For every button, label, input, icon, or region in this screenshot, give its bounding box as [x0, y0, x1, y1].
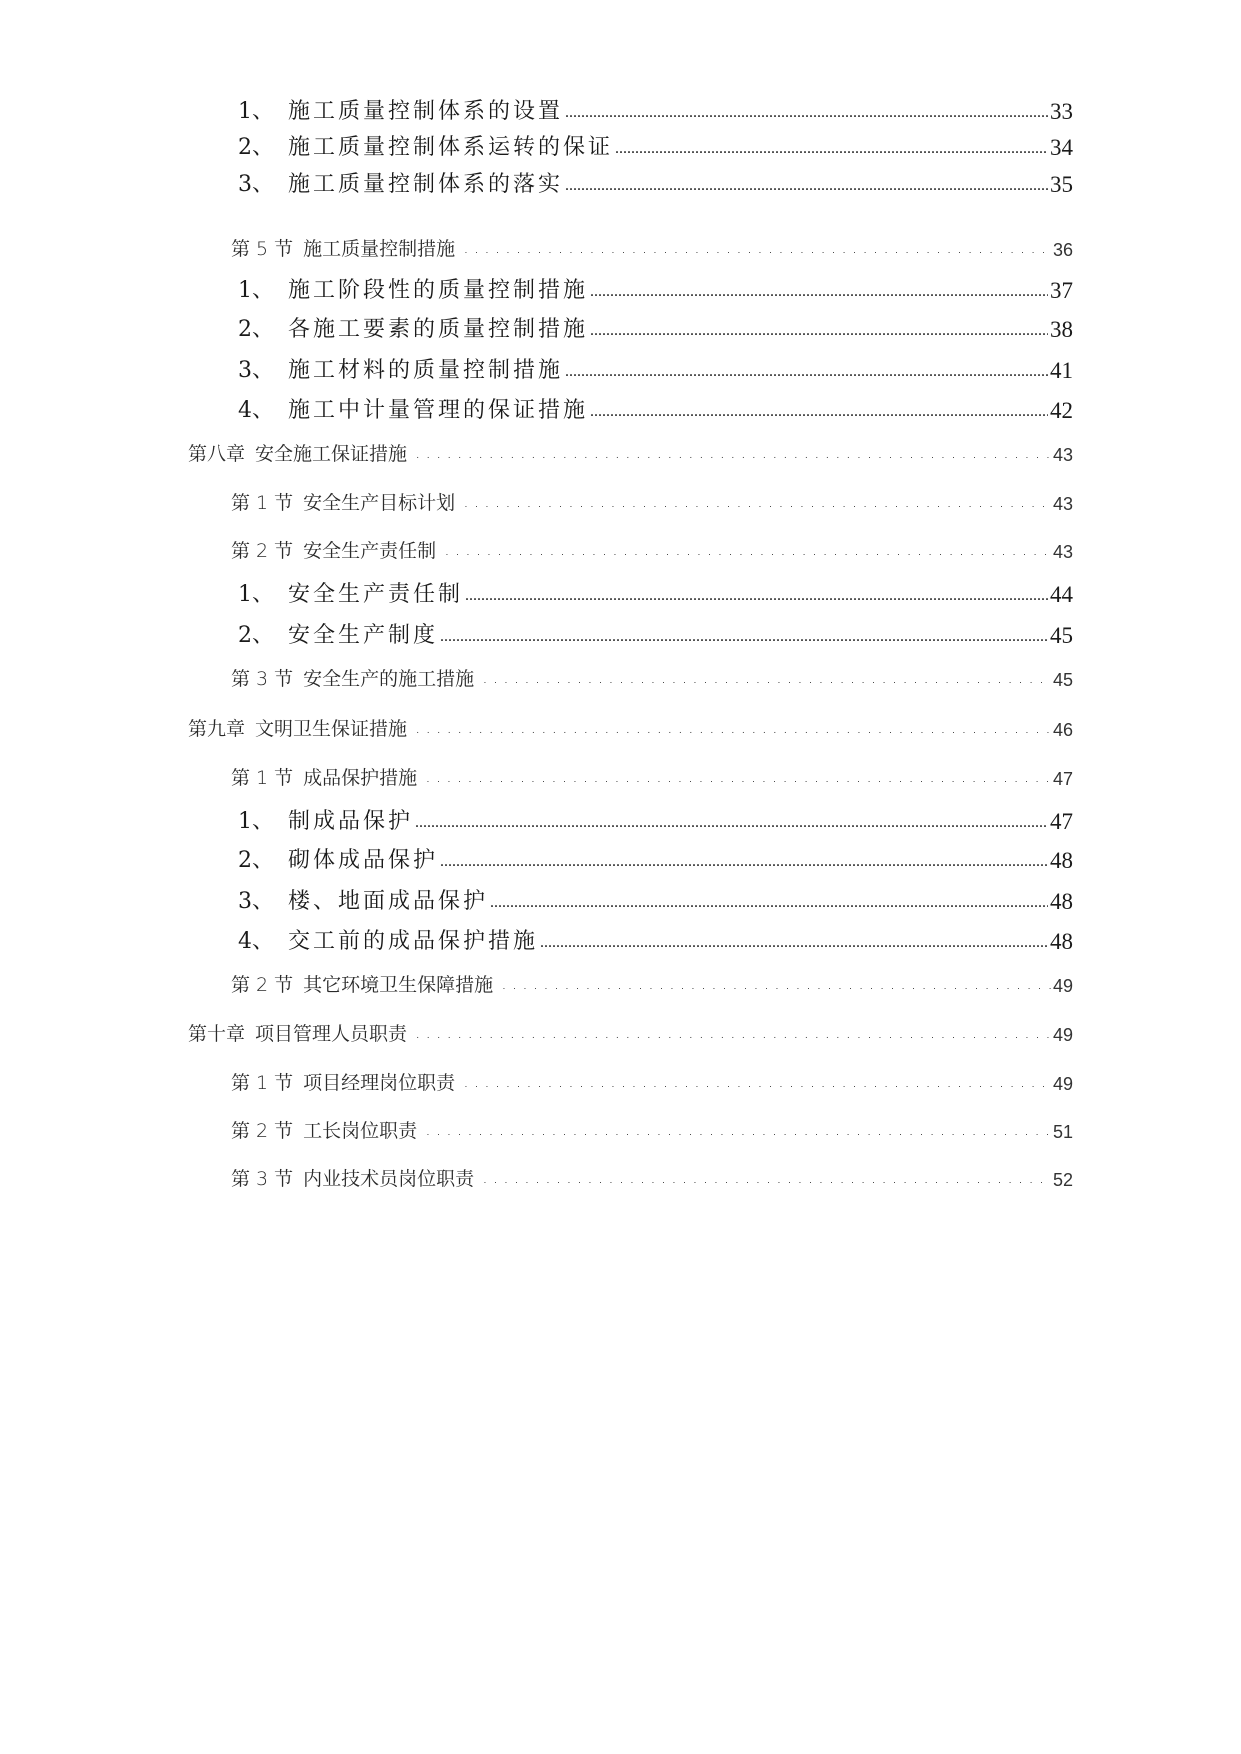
toc-item[interactable] [238, 93, 1073, 123]
dot-leader [565, 360, 1048, 382]
toc-item[interactable] [238, 272, 1073, 302]
toc-item-title: 施工材料的质量控制措施 [288, 358, 564, 383]
toc-item-number: 3、 [238, 358, 274, 383]
toc-section-number: 第 5 节 [231, 238, 294, 260]
toc-item-number: 2、 [238, 848, 274, 873]
toc-item[interactable] [238, 803, 1073, 833]
toc-section[interactable] [231, 1065, 1073, 1093]
dot-leader [425, 768, 1051, 788]
toc-page-number: 49 [1052, 1074, 1073, 1094]
toc-page-number: 45 [1050, 623, 1073, 648]
toc-section-title: 成品保护措施 [303, 767, 418, 789]
dot-leader [490, 891, 1048, 913]
toc-item[interactable] [238, 166, 1073, 196]
toc-chapter-title: 项目管理人员职责 [255, 1023, 408, 1045]
toc-item-number: 2、 [238, 317, 274, 342]
toc-section-number: 第 3 节 [231, 668, 294, 690]
dot-leader [415, 811, 1048, 833]
toc-section[interactable] [231, 760, 1073, 788]
toc-page-number: 37 [1050, 278, 1073, 303]
toc-page-number: 35 [1050, 172, 1073, 197]
dot-leader [482, 669, 1051, 689]
toc-section-title: 施工质量控制措施 [303, 238, 456, 260]
toc-item[interactable] [238, 842, 1073, 872]
toc-item-number: 3、 [238, 172, 274, 197]
toc-item-title: 安全生产责任制 [288, 582, 464, 607]
toc-page-number: 48 [1050, 929, 1073, 954]
toc-page-number: 42 [1050, 398, 1073, 423]
dot-leader [590, 319, 1048, 341]
toc-page-number: 43 [1052, 494, 1073, 514]
toc-section-title: 项目经理岗位职责 [303, 1072, 456, 1094]
dot-leader [501, 975, 1051, 995]
toc-page-number: 52 [1052, 1170, 1073, 1190]
toc-item-number: 1、 [238, 582, 274, 607]
toc-chapter[interactable] [188, 711, 1073, 739]
toc-page-number: 49 [1052, 976, 1073, 996]
toc-item[interactable] [238, 311, 1073, 341]
dot-leader [463, 239, 1051, 259]
toc-item-title: 施工质量控制体系的设置 [288, 99, 564, 124]
toc-item-title: 各施工要素的质量控制措施 [288, 317, 589, 342]
toc-item-title: 楼、地面成品保护 [288, 889, 489, 914]
toc-item[interactable] [238, 883, 1073, 913]
toc-item[interactable] [238, 129, 1073, 159]
toc-section-number: 第 2 节 [231, 540, 294, 562]
toc-item[interactable] [238, 392, 1073, 422]
toc-section-title: 工长岗位职责 [303, 1120, 418, 1142]
dot-leader [540, 931, 1048, 953]
toc-section-number: 第 1 节 [231, 492, 294, 514]
toc-section-number: 第 1 节 [231, 1072, 294, 1094]
toc-page-number: 36 [1052, 240, 1073, 260]
toc-item-number: 4、 [238, 398, 274, 423]
toc-page-number: 49 [1052, 1025, 1073, 1045]
toc-page-number: 43 [1052, 542, 1073, 562]
toc-page-number: 44 [1050, 582, 1073, 607]
toc-item[interactable] [238, 352, 1073, 382]
toc-section[interactable] [231, 533, 1073, 561]
toc-page-number: 47 [1050, 809, 1073, 834]
dot-leader [444, 541, 1051, 561]
dot-leader [482, 1169, 1051, 1189]
dot-leader [463, 493, 1051, 513]
dot-leader [590, 280, 1048, 302]
dot-leader [565, 174, 1048, 196]
toc-page-number: 48 [1050, 848, 1073, 873]
toc-item[interactable] [238, 923, 1073, 953]
toc-chapter-number: 第九章 [188, 718, 246, 740]
toc-chapter-title: 文明卫生保证措施 [255, 718, 408, 740]
dot-leader [415, 719, 1051, 739]
toc-item[interactable] [238, 576, 1073, 606]
toc-section[interactable] [231, 485, 1073, 513]
toc-item-title: 施工中计量管理的保证措施 [288, 398, 589, 423]
toc-item-number: 1、 [238, 278, 274, 303]
toc-page-number: 46 [1052, 720, 1073, 740]
toc-item-number: 1、 [238, 99, 274, 124]
dot-leader [415, 1024, 1051, 1044]
toc-section-title: 内业技术员岗位职责 [303, 1168, 475, 1190]
toc-item-title: 施工阶段性的质量控制措施 [288, 278, 589, 303]
toc-chapter[interactable] [188, 1016, 1073, 1044]
toc-item-number: 1、 [238, 809, 274, 834]
dot-leader [440, 850, 1048, 872]
toc-page-number: 47 [1052, 769, 1073, 789]
toc-page-number: 38 [1050, 317, 1073, 342]
toc-item-number: 2、 [238, 135, 274, 160]
dot-leader [465, 584, 1048, 606]
toc-section[interactable] [231, 231, 1073, 259]
toc-page-number: 48 [1050, 889, 1073, 914]
toc-item[interactable] [238, 617, 1073, 647]
toc-item-title: 交工前的成品保护措施 [288, 929, 539, 954]
toc-section[interactable] [231, 1161, 1073, 1189]
dot-leader [463, 1073, 1051, 1093]
toc-page-number: 51 [1052, 1122, 1073, 1142]
toc-item-number: 3、 [238, 889, 274, 914]
toc-chapter-number: 第十章 [188, 1023, 246, 1045]
toc-item-title: 安全生产制度 [288, 623, 439, 648]
toc-section-title: 安全生产目标计划 [303, 492, 456, 514]
toc-chapter[interactable] [188, 436, 1073, 464]
toc-section-number: 第 1 节 [231, 767, 294, 789]
toc-item-title: 施工质量控制体系运转的保证 [288, 135, 614, 160]
toc-item-title: 施工质量控制体系的落实 [288, 172, 564, 197]
toc-page-number: 33 [1050, 99, 1073, 124]
dot-leader [440, 625, 1048, 647]
toc-page-number: 45 [1052, 670, 1073, 690]
toc-page-number: 43 [1052, 445, 1073, 465]
toc-item-title: 砌体成品保护 [288, 848, 439, 873]
toc-section[interactable] [231, 1113, 1073, 1141]
dot-leader [615, 137, 1048, 159]
toc-section-title: 其它环境卫生保障措施 [303, 974, 494, 996]
toc-chapter-title: 安全施工保证措施 [255, 443, 408, 465]
dot-leader [590, 400, 1048, 422]
toc-item-number: 4、 [238, 929, 274, 954]
toc-section-title: 安全生产的施工措施 [303, 668, 475, 690]
toc-page-number: 41 [1050, 358, 1073, 383]
dot-leader [565, 101, 1048, 123]
toc-item-title: 制成品保护 [288, 809, 414, 834]
toc-page-number: 34 [1050, 135, 1073, 160]
toc-section-number: 第 3 节 [231, 1168, 294, 1190]
toc-section[interactable] [231, 967, 1073, 995]
dot-leader [415, 444, 1051, 464]
toc-section-title: 安全生产责任制 [303, 540, 437, 562]
toc-item-number: 2、 [238, 623, 274, 648]
toc-section[interactable] [231, 661, 1073, 689]
toc-section-number: 第 2 节 [231, 1120, 294, 1142]
toc-section-number: 第 2 节 [231, 974, 294, 996]
toc-chapter-number: 第八章 [188, 443, 246, 465]
dot-leader [425, 1121, 1051, 1141]
